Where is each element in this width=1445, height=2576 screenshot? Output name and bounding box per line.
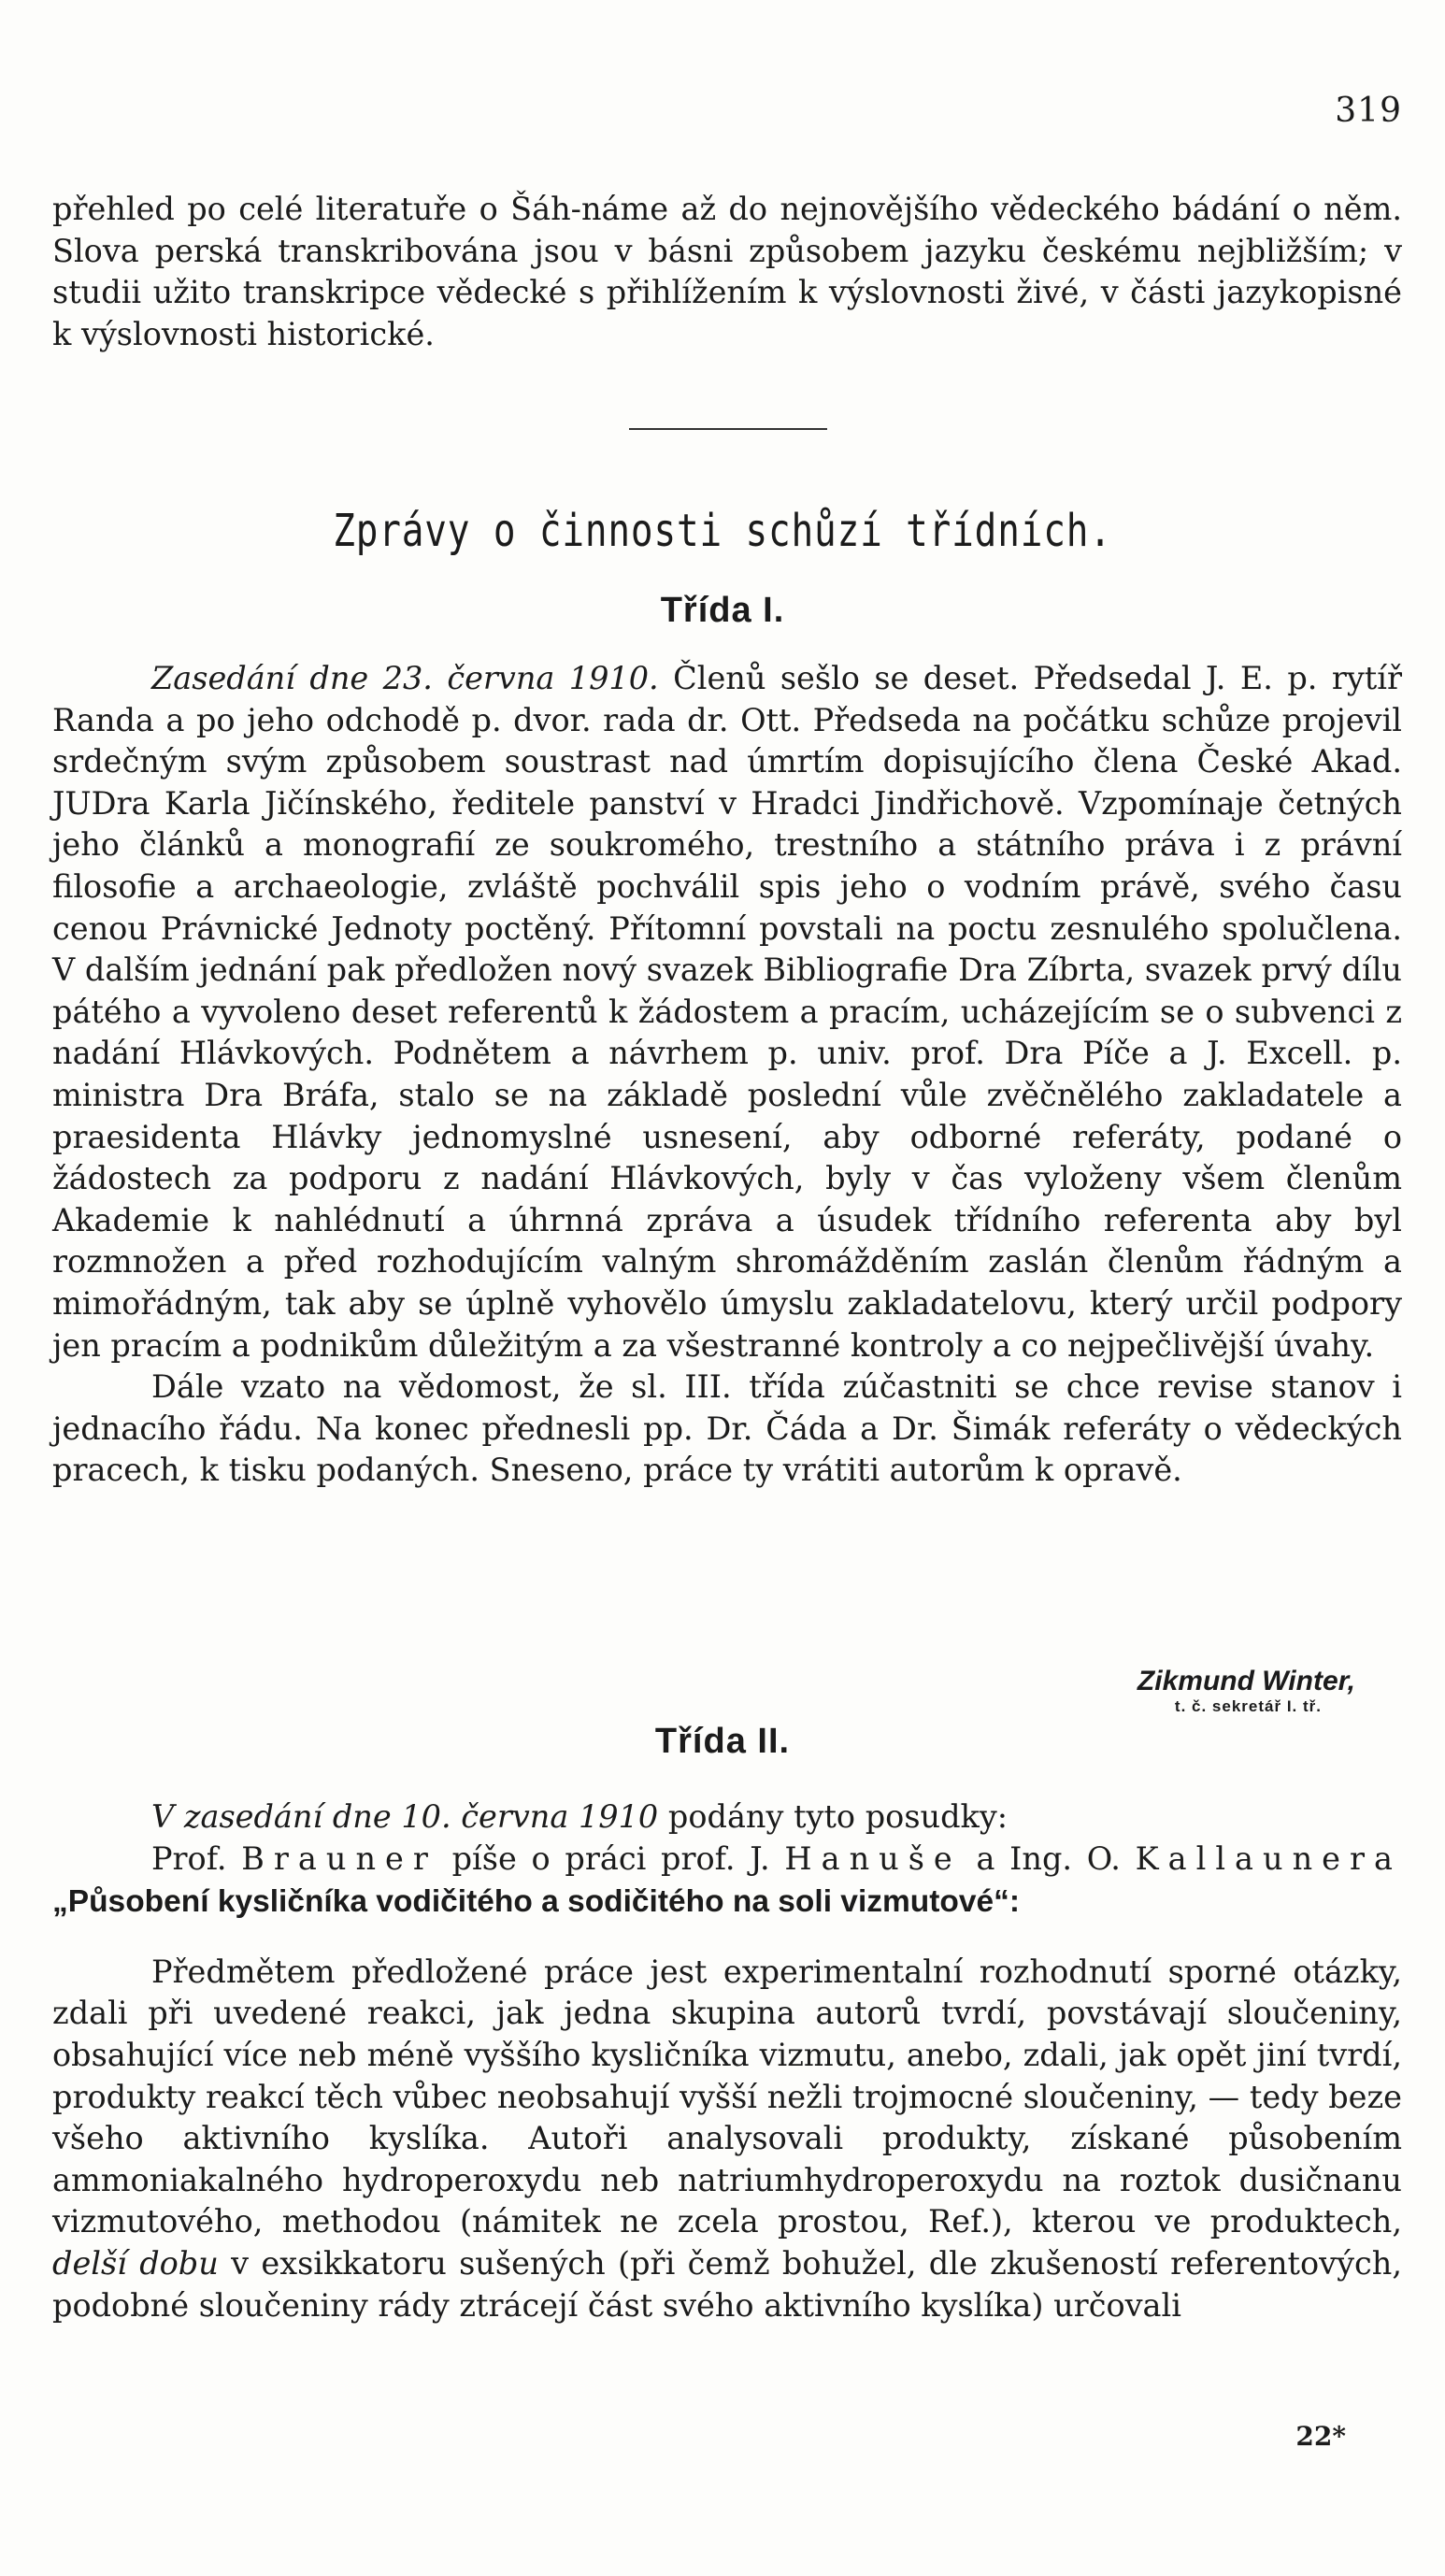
- class-2-body: [52, 1796, 1402, 2326]
- intro-paragraph: přehled po celé literatuře o Šáh-náme až do nejnovějšího vědeckého bádání o něm. Slova perská transkribována jsou v básni způsobem jazyku českému nejbližším; v studii užito transkripce vědecké s přihlížením k výslovnosti živé, v části jazykopisné k výslovnosti historické.: [52, 191, 1402, 352]
- review-intro: Prof.: [151, 1839, 242, 1877]
- review-work-title: „Působení kysličníka vodičitého a sodičitého na soli vizmutové“:: [52, 1884, 1021, 1920]
- class-2-title: Třída II.: [654, 1722, 791, 1761]
- section-divider: [629, 428, 827, 430]
- class-1-body: [52, 658, 1402, 1492]
- author-1-name: Hanuše: [784, 1839, 962, 1877]
- review-body-text-2: v exsikkatoru sušených (při čemž bohužel, dle zkušeností referentových, podobné sloučeniny rády ztrácejí část svého aktivního kyslíka) určovali: [52, 2244, 1403, 2324]
- review-body: [52, 1952, 1402, 2326]
- class-1-paragraph-1: [52, 658, 1402, 1367]
- review-heading: [52, 1839, 1402, 1924]
- signature-name: Zikmund Winter,: [1137, 1666, 1355, 1696]
- signature-block: [1137, 1666, 1355, 1716]
- class-2-session-text: podány tyto posudky:: [658, 1798, 1009, 1835]
- signature-role: t. č. sekretář I. tř.: [1174, 1697, 1322, 1715]
- review-body-italic: delší dobu: [52, 2244, 219, 2282]
- class-2-session-date: V zasedání dne 10. června 1910: [151, 1798, 659, 1835]
- review-mid-1: píše o práci prof. J.: [436, 1839, 785, 1877]
- class-1-paragraph-2: Dále vzato na vědomost, že sl. III. třída zúčastniti se chce revise stanov i jednacího řádu. Na konec přednesli pp. Dr. Čáda a Dr. Šimák referáty o vědeckých pracech, k tisku podaných. Sneseno, práce ty vrátiti autorům k opravě.: [52, 1368, 1402, 1489]
- class-1-session-date: Zasedání dne 23. června 1910.: [151, 660, 659, 696]
- class-1-paragraph-1-text: Členů sešlo se deset. Předsedal J. E. p. rytíř Randa a po jeho odchodě p. dvor. rada dr. Ott. Předseda na počátku schůze projevil srdečným svým způsobem soustrast nad úmrtím dopisujícího člena České Akad. JUDra Karla Jičínského, ředitele panství v Hradci Jindřichově. Vzpomínaje četných jeho článků a monografií ze soukromého, trestního a státního práva i z právní filosofie a archaeologie, zvláště pochválil spis jeho o vodním právě, svého času cenou Právnické Jednoty poctěný. Přítomní povstali na poctu zesnulého spolučlena. V dalším jednání pak předložen nový svazek Bibliografie Dra Zíbrta, svazek prvý dílu pátého a vyvoleno deset referentů k žádostem a pracím, ucházejícím se o subvenci z nadání Hlávkových. Podnětem a návrhem p. univ. prof. Dra Píče a J. Excell. p. ministra Dra Bráfa, stalo se na základě poslední vůle zvěčnělého zakladatele a praesidenta Hlávky jednomyslné usnesení, aby odborné referáty, podané o žádostech za podporu z nadání Hlávkových, byly v čas vyloženy všem členům Akademie k nahlédnutí a úhrnná zpráva a úsudek třídního referenta aby byl rozmnožen a před rozhodujícím valným shromážděním zaslán členům řádným a mimořádným, tak aby se úplně vyhovělo úmyslu zakladatelovu, který určil podpory jen pracím a podnikům důležitým a za všestranné kontroly a co nejpečlivější úvahy.: [52, 660, 1402, 1364]
- author-2-name: Kallaunera: [1135, 1839, 1402, 1877]
- review-body-text-1: Předmětem předložené práce jest experimentalní rozhodnutí sporné otázky, zdali při uvedené reakci, jak jedna skupina autorů tvrdí, povstávají sloučeniny, obsahující více neb méně vyššího kysličníka vizmutu, anebo, zdali, jak opět jiní tvrdí, produkty reakcí těch vůbec neobsahují vyšší nežli trojmocné sloučeniny, — tedy beze všeho aktivního kyslíka. Autoři analysovali produkty, získané působením ammoniakalného hydroperoxydu neb natriumhydroperoxydu na roztok dusičnanu vizmutového, methodou (námitek ne zcela prostou, Ref.), kterou ve produktech,: [52, 1953, 1402, 2240]
- review-mid-2: a Ing. O.: [961, 1839, 1136, 1877]
- signature-mark: 22*: [1295, 2421, 1346, 2452]
- class-1-title: Třída I.: [660, 591, 785, 630]
- page-number: 319: [1335, 92, 1402, 130]
- class-2-session-line: [52, 1796, 1402, 1839]
- intro-paragraph-block: [52, 189, 1402, 355]
- reviewer-name: Brauner: [241, 1839, 437, 1877]
- section-heading: Zprávy o činnosti schůzí třídních.: [333, 505, 1112, 557]
